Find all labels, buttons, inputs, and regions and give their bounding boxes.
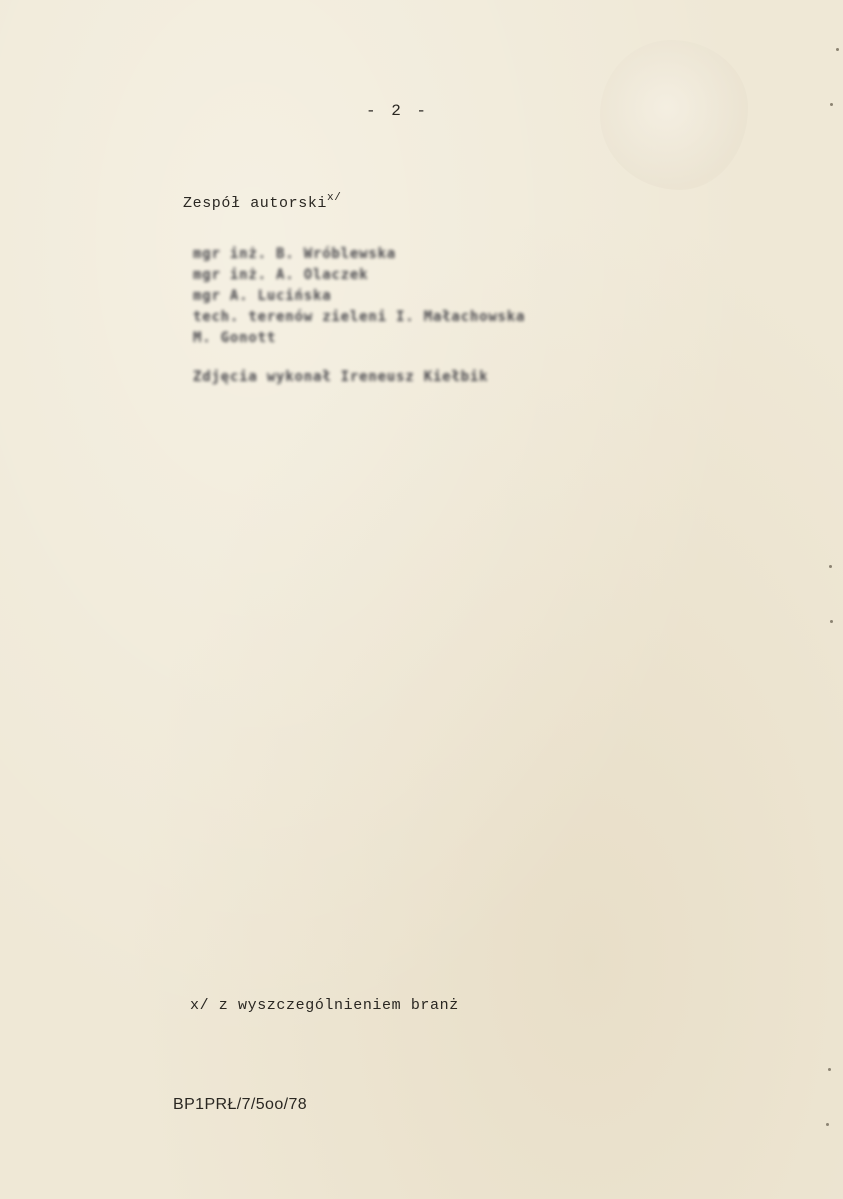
paper-speck <box>836 48 839 51</box>
paper-speck <box>828 1068 831 1071</box>
author-line: mgr inż. B. Wróblewska <box>193 246 397 262</box>
paper-speck <box>830 103 833 106</box>
footnote: x/ z wyszczególnieniem branż <box>190 997 459 1014</box>
footnote-marker: x/ <box>327 192 342 204</box>
document-signature: BP1PRŁ/7/5oo/78 <box>173 1096 308 1113</box>
heading-text: Zespół autorski <box>183 195 328 212</box>
paper-speck <box>829 565 832 568</box>
paper-stain <box>600 40 748 190</box>
paper-speck <box>830 620 833 623</box>
author-line: M. Gonott <box>193 330 277 346</box>
page-number: - 2 - <box>366 102 430 120</box>
photos-credit: Zdjęcia wykonał Ireneusz Kiełbik <box>193 369 489 385</box>
paper-speck <box>826 1123 829 1126</box>
section-heading <box>183 192 342 212</box>
author-line: mgr inż. A. Olaczek <box>193 267 369 283</box>
author-line: mgr A. Lucińska <box>193 288 332 304</box>
author-line: tech. terenów zieleni I. Małachowska <box>193 309 526 325</box>
